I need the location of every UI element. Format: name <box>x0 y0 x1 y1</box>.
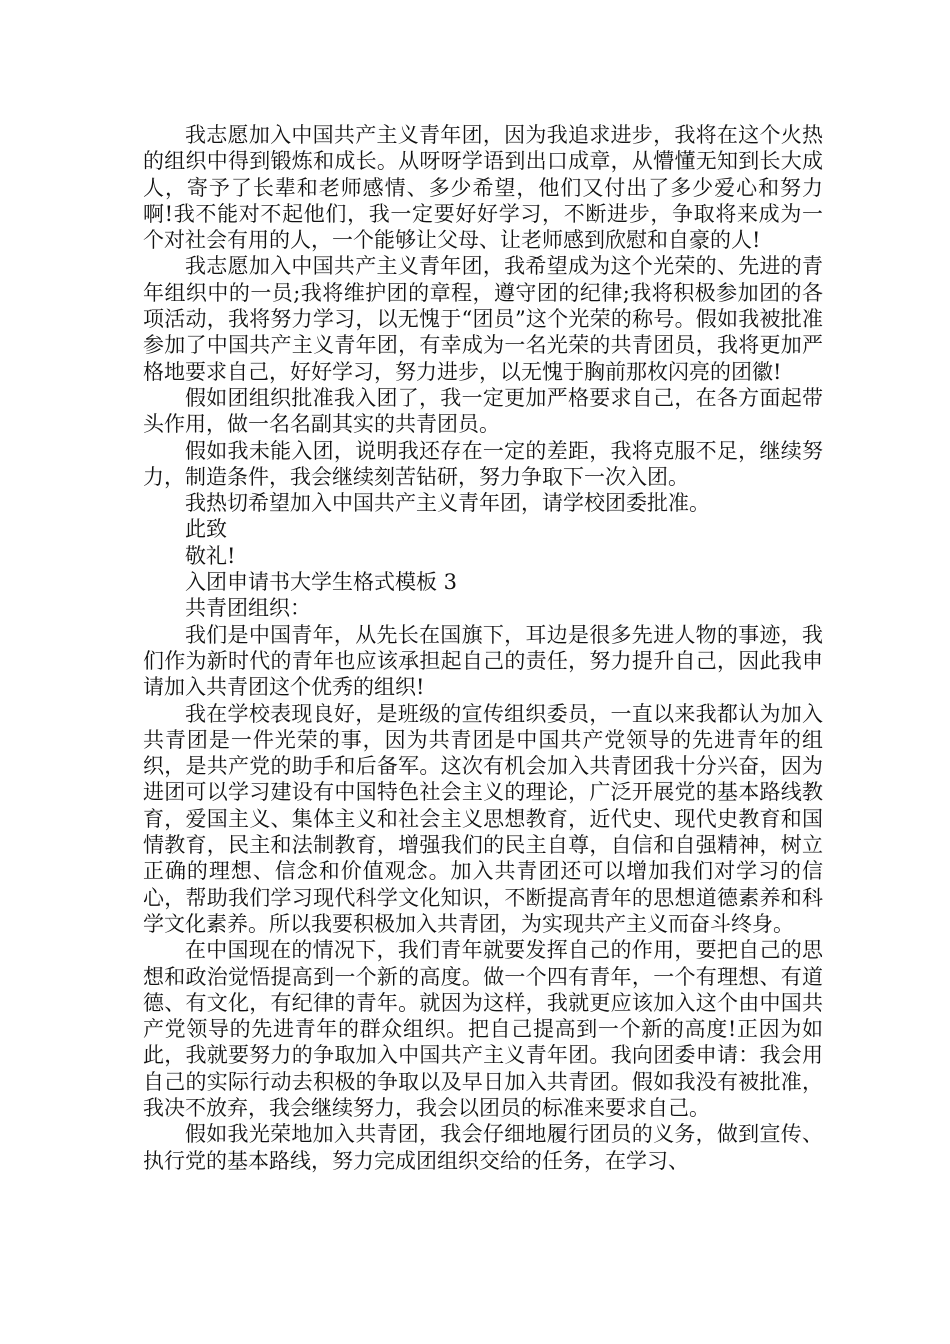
paragraph-2: 我志愿加入中国共产主义青年团，我希望成为这个光荣的、先进的青年组织中的一员;我将维护团的章程，遵守团的纪律;我将积极参加团的各项活动，我将努力学习，以无愧于“团员”这个光荣的称号。假如我被批准参加了中国共产主义青年团，有幸成为一名光荣的共青团员，我将更加严格地要求自己，好好学习，努力进步，以无愧于胸前那枚闪亮的团徽! <box>143 254 823 384</box>
paragraph-7: 我在学校表现良好，是班级的宣传组织委员，一直以来我都认为加入共青团是一件光荣的事，因为共青团是中国共产党领导的先进青年的组织，是共产党的助手和后备军。这次有机会加入共青团我十分兴奋，因为进团可以学习建设有中国特色社会主义的理论，广泛开展党的基本路线教育，爱国主义、集体主义和社会主义思想教育，近代史、现代史教育和国情教育，民主和法制教育，增强我们的民主自尊，自信和自强精神，树立正确的理想、信念和价值观念。加入共青团还可以增加我们对学习的信心，帮助我们学习现代科学文化知识，不断提高青年的思想道德素养和科学文化素养。所以我要积极加入共青团，为实现共产主义而奋斗终身。 <box>143 701 823 936</box>
document-body <box>143 122 823 1174</box>
paragraph-9: 假如我光荣地加入共青团，我会仔细地履行团员的义务，做到宣传、执行党的基本路线，努力完成团组织交给的任务，在学习、 <box>143 1122 823 1173</box>
section-heading: 入团申请书大学生格式模板 3 <box>185 570 458 595</box>
paragraph-8: 在中国现在的情况下，我们青年就要发挥自己的作用，要把自己的思想和政治觉悟提高到一个新的高度。做一个四有青年，一个有理想、有道德、有文化，有纪律的青年。就因为这样，我就更应该加入这个由中国共产党领导的先进青年的群众组织。把自己提高到一个新的高度!正因为如此，我就要努力的争取加入中国共产主义青年团。我向团委申请：我会用自己的实际行动去积极的争取以及早日加入共青团。假如我没有被批准，我决不放弃，我会继续努力，我会以团员的标准来要求自己。 <box>143 938 823 1120</box>
paragraph-3: 假如团组织批准我入团了，我一定更加严格要求自己，在各方面起带头作用，做一名名副其实的共青团员。 <box>143 385 823 437</box>
paragraph-1: 我志愿加入中国共产主义青年团，因为我追求进步，我将在这个火热的组织中得到锻炼和成长。从呀呀学语到出口成章，从懵懂无知到长大成人，寄予了长辈和老师感情、多少希望，他们又付出了多少爱心和努力啊!我不能对不起他们，我一定要好好学习，不断进步，争取将来成为一个对社会有用的人，一个能够让父母、让老师感到欣慰和自豪的人! <box>143 123 823 253</box>
closing-salutation: 此致 <box>185 517 227 542</box>
paragraph-5: 我热切希望加入中国共产主义青年团，请学校团委批准。 <box>185 491 710 516</box>
closing-regards: 敬礼! <box>185 543 236 568</box>
paragraph-6: 我们是中国青年，从先长在国旗下，耳边是很多先进人物的事迹，我们作为新时代的青年也应该承担起自己的责任，努力提升自己，因此我申请加入共青团这个优秀的组织! <box>143 622 823 700</box>
letter-addressee: 共青团组织： <box>185 596 311 621</box>
paragraph-4: 假如我未能入团，说明我还存在一定的差距，我将克服不足，继续努力，制造条件，我会继续刻苦钻研，努力争取下一次入团。 <box>143 438 823 489</box>
